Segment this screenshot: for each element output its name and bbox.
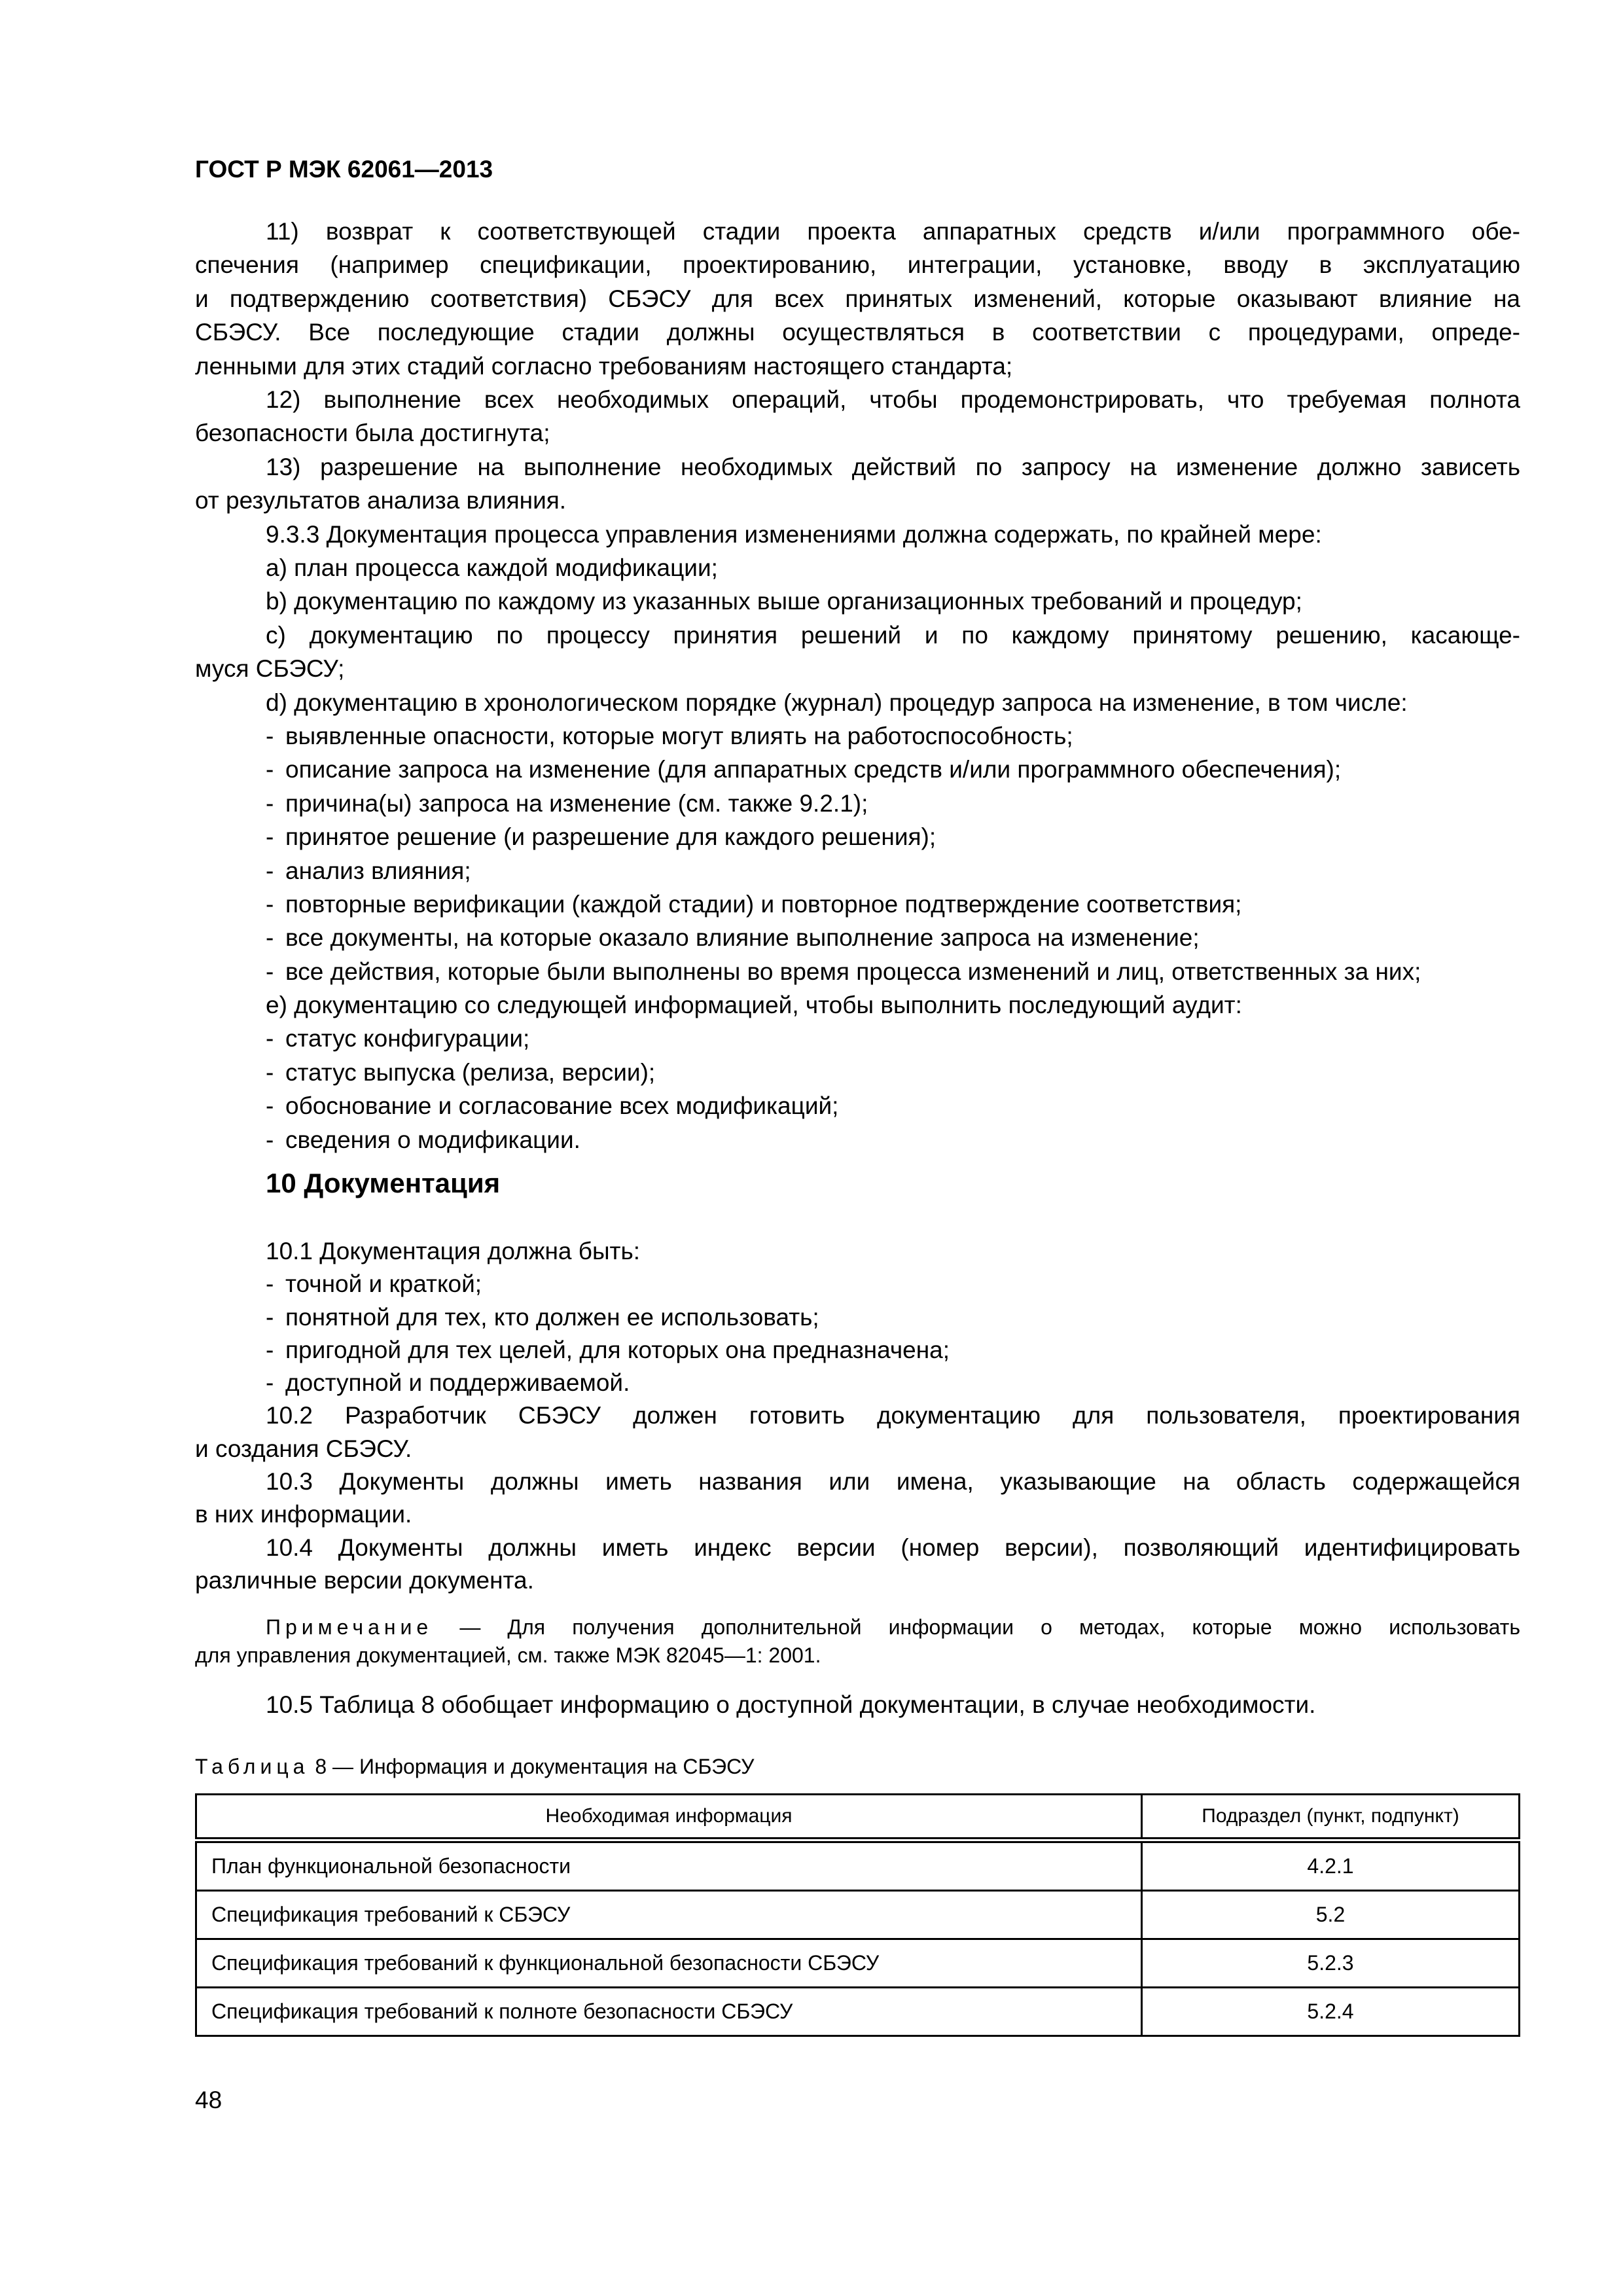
- document-code-header: ГОСТ Р МЭК 62061—2013: [195, 156, 493, 183]
- list-item: [195, 955, 1520, 988]
- bullet-dash: -: [266, 1092, 274, 1120]
- text-line: муся СБЭСУ;: [195, 655, 345, 683]
- list-item-text: сведения о модификации.: [285, 1126, 580, 1153]
- list-item: [195, 1334, 1520, 1367]
- note: [195, 1613, 1520, 1670]
- column-header-subsection: Подраздел (пункт, подпункт): [1142, 1795, 1520, 1840]
- table-row: [196, 1840, 1520, 1891]
- note-text: — Для получения дополнительной информации о методах, которые можно использовать: [459, 1615, 1521, 1639]
- list-item: [195, 1056, 1520, 1089]
- cell-information: Спецификация требований к функциональной безопасности СБЭСУ: [196, 1939, 1142, 1988]
- list-item-text: описание запроса на изменение (для аппаратных средств и/или программного обеспечения);: [285, 756, 1342, 783]
- text-line: 11) возврат к соответствующей стадии проекта аппаратных средств и/или программного обе-: [266, 218, 1520, 245]
- cell-subsection: 5.2.3: [1142, 1939, 1520, 1988]
- list-item-text: причина(ы) запроса на изменение (см. также 9.2.1);: [285, 789, 868, 817]
- list-item-text: обоснование и согласование всех модификаций;: [285, 1092, 839, 1120]
- bullet-dash: -: [266, 1025, 274, 1052]
- text-line: 10.3 Документы должны иметь названия или имена, указывающие на область содержащейся: [266, 1468, 1520, 1496]
- text-line: e) документацию со следующей информацией, чтобы выполнить последующий аудит:: [266, 992, 1242, 1019]
- bullet-dash: -: [266, 1270, 274, 1298]
- list-item: [195, 1022, 1520, 1055]
- bullet-dash: -: [266, 857, 274, 884]
- list-item-text: статус конфигурации;: [285, 1025, 530, 1052]
- list-item-text: все действия, которые были выполнены во время процесса изменений и лиц, ответственных за них;: [285, 958, 1421, 985]
- bullet-dash: -: [266, 756, 274, 783]
- list-item-text: анализ влияния;: [285, 857, 471, 884]
- text-line: a) план процесса каждой модификации;: [266, 554, 718, 581]
- table-caption-title: 8 — Информация и документация на СБЭСУ: [309, 1755, 755, 1778]
- list-item-text: принятое решение (и разрешение для каждого решения);: [285, 823, 936, 851]
- bullet-dash: -: [266, 958, 274, 985]
- text-line: от результатов анализа влияния.: [195, 487, 567, 514]
- list-item: [195, 1301, 1520, 1334]
- cell-information: Спецификация требований к полноте безопасности СБЭСУ: [196, 1988, 1142, 2036]
- text-line: 9.3.3 Документация процесса управления изменениями должна содержать, по крайней мере:: [266, 520, 1322, 548]
- table-8: [195, 1793, 1520, 2037]
- text-line: и подтверждению соответствия) СБЭСУ для всех принятых изменений, которые оказывают влияние на: [195, 285, 1520, 312]
- list-item: [195, 854, 1520, 888]
- list-item: [195, 1367, 1520, 1399]
- text-line: 13) разрешение на выполнение необходимых действий по запросу на изменение должно зависеть: [266, 453, 1520, 480]
- list-item-text: повторные верификации (каждой стадии) и повторное подтверждение соответствия;: [285, 890, 1242, 918]
- bullet-dash: -: [266, 789, 274, 817]
- bullet-dash: -: [266, 1058, 274, 1086]
- text-line: 10.4 Документы должны иметь индекс версии (номер версии), позволяющий идентифицировать: [266, 1534, 1520, 1561]
- table-caption: [195, 1752, 1520, 1781]
- body-text-section-10: [195, 1235, 1520, 1597]
- text-line: b) документацию по каждому из указанных выше организационных требований и процедур;: [266, 588, 1302, 615]
- list-item: [195, 1089, 1520, 1122]
- text-line: СБЭСУ. Все последующие стадии должны осуществляться в соответствии с процедурами, опреде-: [195, 319, 1520, 346]
- table-row: [196, 1891, 1520, 1939]
- list-item-text: выявленные опасности, которые могут влиять на работоспособность;: [285, 722, 1073, 749]
- bullet-dash: -: [266, 722, 274, 749]
- text-line: ленными для этих стадий согласно требованиям настоящего стандарта;: [195, 352, 1013, 380]
- bullet-dash: -: [266, 924, 274, 952]
- note-label: Примечание: [266, 1615, 433, 1639]
- list-item: [195, 787, 1520, 820]
- note-line: [195, 1613, 1520, 1641]
- list-item: [195, 753, 1520, 786]
- page-number: 48: [195, 2087, 223, 2113]
- list-item-text: доступной и поддерживаемой.: [285, 1369, 630, 1397]
- bullet-dash: -: [266, 1369, 274, 1397]
- list-item-text: точной и краткой;: [285, 1270, 482, 1298]
- cell-subsection: 5.2.4: [1142, 1988, 1520, 2036]
- text-line: и создания СБЭСУ.: [195, 1435, 412, 1462]
- table-caption-label: Таблица: [195, 1755, 310, 1778]
- bullet-dash: -: [266, 1336, 274, 1363]
- text-line: спечения (например спецификации, проектированию, интеграции, установке, вводу в эксплуатацию: [195, 251, 1520, 279]
- bullet-dash: -: [266, 823, 274, 851]
- table-row: [196, 1939, 1520, 1988]
- table-row: [196, 1988, 1520, 2036]
- table-header-row: [196, 1795, 1520, 1840]
- column-header-info: Необходимая информация: [196, 1795, 1142, 1840]
- paragraph-10-5: 10.5 Таблица 8 обобщает информацию о доступной документации, в случае необходимости.: [266, 1691, 1316, 1718]
- cell-subsection: 4.2.1: [1142, 1840, 1520, 1891]
- list-item: [195, 1268, 1520, 1300]
- list-item-text: понятной для тех, кто должен ее использовать;: [285, 1303, 819, 1331]
- text-line: c) документацию по процессу принятия решений и по каждому принятому решению, касающе-: [266, 621, 1520, 649]
- bullet-dash: -: [266, 1303, 274, 1331]
- list-item: [195, 719, 1520, 753]
- bullet-dash: -: [266, 1126, 274, 1153]
- cell-subsection: 5.2: [1142, 1891, 1520, 1939]
- cell-information: Спецификация требований к СБЭСУ: [196, 1891, 1142, 1939]
- text-line: d) документацию в хронологическом порядке (журнал) процедур запроса на изменение, в том числе:: [266, 689, 1408, 716]
- text-line: 10.1 Документация должна быть:: [266, 1238, 641, 1265]
- note-line: для управления документацией, см. также МЭК 82045—1: 2001.: [195, 1643, 821, 1667]
- text-line: безопасности была достигнута;: [195, 420, 550, 447]
- text-line: в них информации.: [195, 1501, 412, 1528]
- list-item-text: статус выпуска (релиза, версии);: [285, 1058, 656, 1086]
- cell-information: План функциональной безопасности: [196, 1840, 1142, 1891]
- list-item: [195, 921, 1520, 954]
- section-heading: 10 Документация: [266, 1168, 501, 1198]
- list-item: [195, 820, 1520, 853]
- list-item-text: все документы, на которые оказало влияние выполнение запроса на изменение;: [285, 924, 1200, 952]
- list-item: [195, 1123, 1520, 1157]
- body-text-section-9: [195, 215, 1520, 1157]
- text-line: 12) выполнение всех необходимых операций, чтобы продемонстрировать, что требуемая полнота: [266, 386, 1520, 414]
- bullet-dash: -: [266, 890, 274, 918]
- text-line: различные версии документа.: [195, 1566, 534, 1594]
- list-item-text: пригодной для тех целей, для которых она предназначена;: [285, 1336, 950, 1363]
- list-item: [195, 888, 1520, 921]
- text-line: 10.2 Разработчик СБЭСУ должен готовить документацию для пользователя, проектирования: [266, 1402, 1520, 1429]
